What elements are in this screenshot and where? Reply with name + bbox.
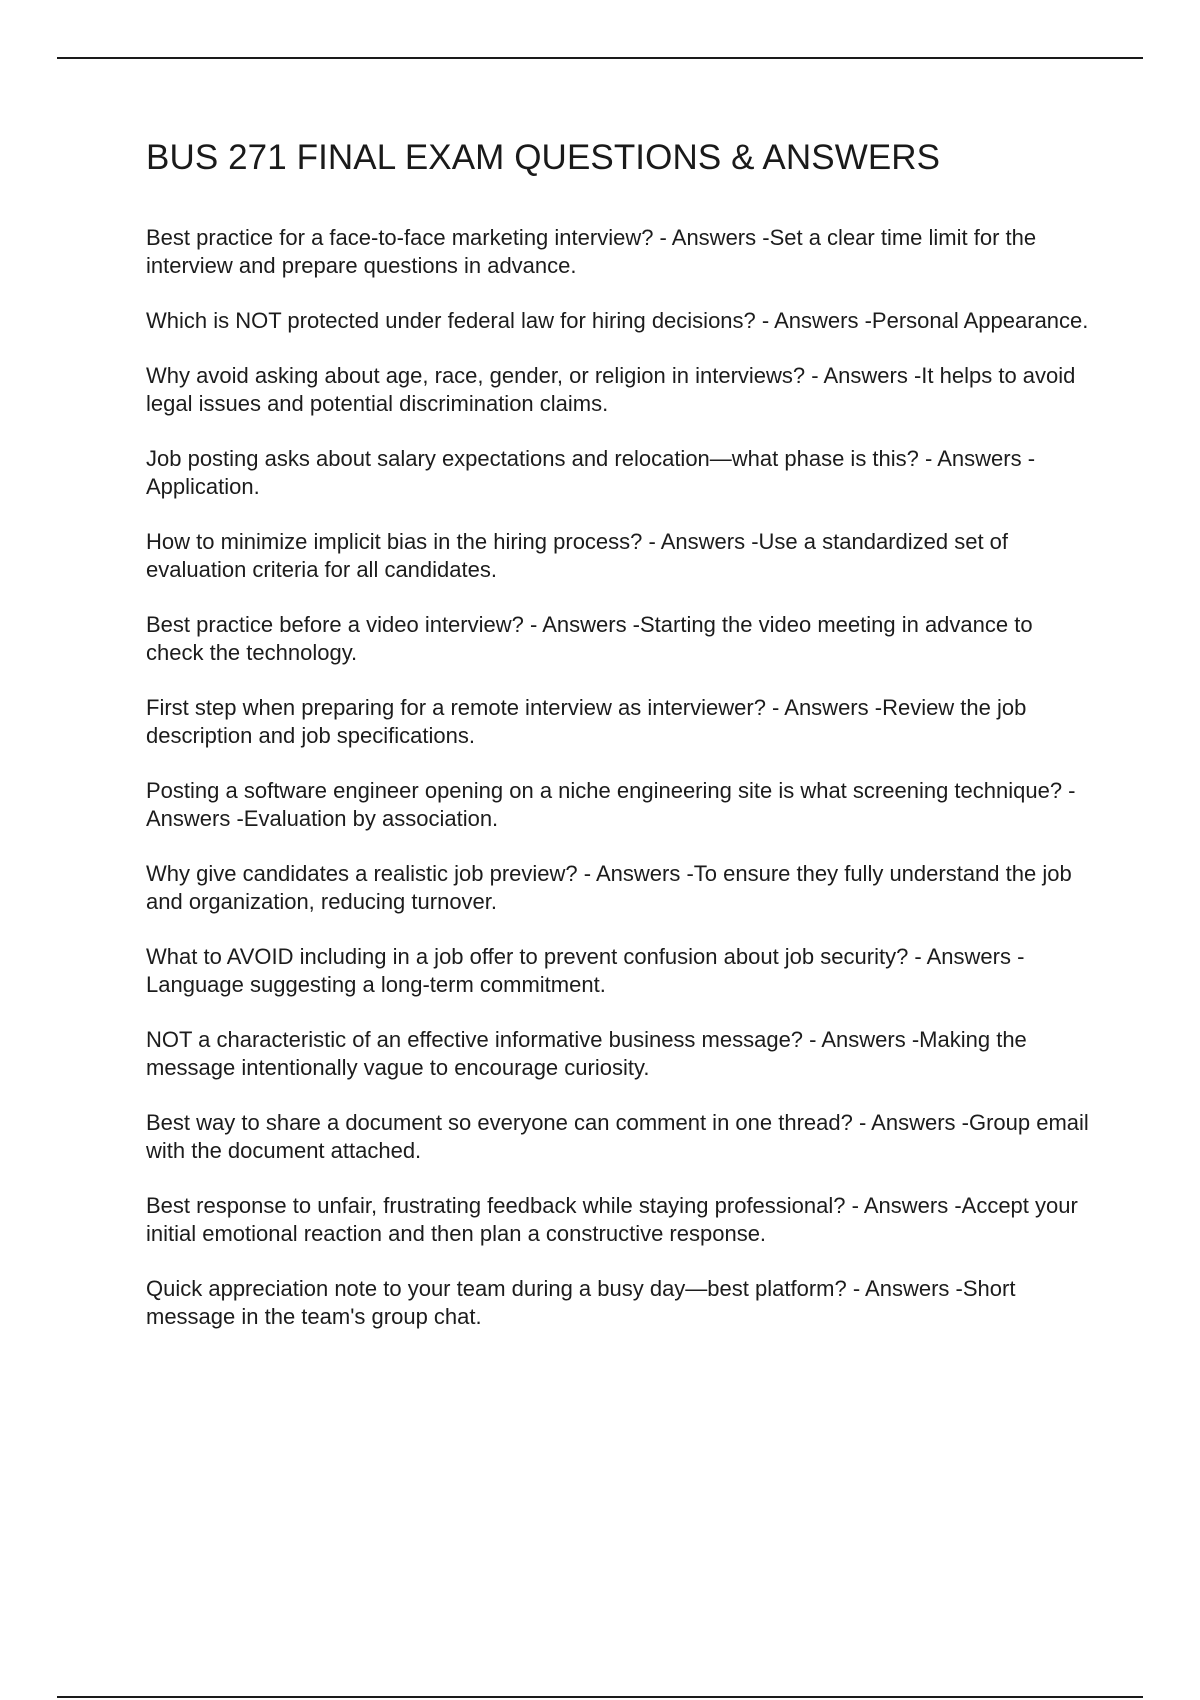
qa-item: Why avoid asking about age, race, gender, or religion in interviews? - Answers -It helps to avoid legal issues and potential discrimination claims. [146,363,1076,416]
qa-item: Which is NOT protected under federal law for hiring decisions? - Answers -Personal Appearance. [146,308,1089,333]
bottom-divider [57,1696,1143,1698]
qa-item: Best practice for a face-to-face marketing interview? - Answers -Set a clear time limit for the interview and prepare questions in advance. [146,225,1037,278]
qa-item: NOT a characteristic of an effective informative business message? - Answers -Making the message intentionally vague to encourage curiosity. [146,1027,1027,1080]
qa-item: What to AVOID including in a job offer to prevent confusion about job security? - Answers -Language suggesting a long-term commitment. [146,944,1025,997]
document-body [146,138,1096,1358]
qa-item: First step when preparing for a remote interview as interviewer? - Answers -Review the job description and job specifications. [146,695,1027,748]
document-title: BUS 271 FINAL EXAM QUESTIONS & ANSWERS [146,138,941,177]
qa-item: Why give candidates a realistic job preview? - Answers -To ensure they fully understand the job and organization, reducing turnover. [146,861,1072,914]
qa-item: Job posting asks about salary expectations and relocation—what phase is this? - Answers -Application. [146,446,1036,499]
top-divider [57,57,1143,59]
qa-item: How to minimize implicit bias in the hiring process? - Answers -Use a standardized set of evaluation criteria for all candidates. [146,529,1009,582]
qa-list [146,224,1096,1331]
qa-item: Best practice before a video interview? - Answers -Starting the video meeting in advance to check the technology. [146,612,1033,665]
qa-item: Best way to share a document so everyone can comment in one thread? - Answers -Group email with the document attached. [146,1110,1089,1163]
qa-item: Quick appreciation note to your team during a busy day—best platform? - Answers -Short message in the team's group chat. [146,1276,1016,1329]
qa-item: Posting a software engineer opening on a niche engineering site is what screening technique? - Answers -Evaluation by association. [146,778,1076,831]
qa-item: Best response to unfair, frustrating feedback while staying professional? - Answers -Accept your initial emotional reaction and then plan a constructive response. [146,1193,1078,1246]
